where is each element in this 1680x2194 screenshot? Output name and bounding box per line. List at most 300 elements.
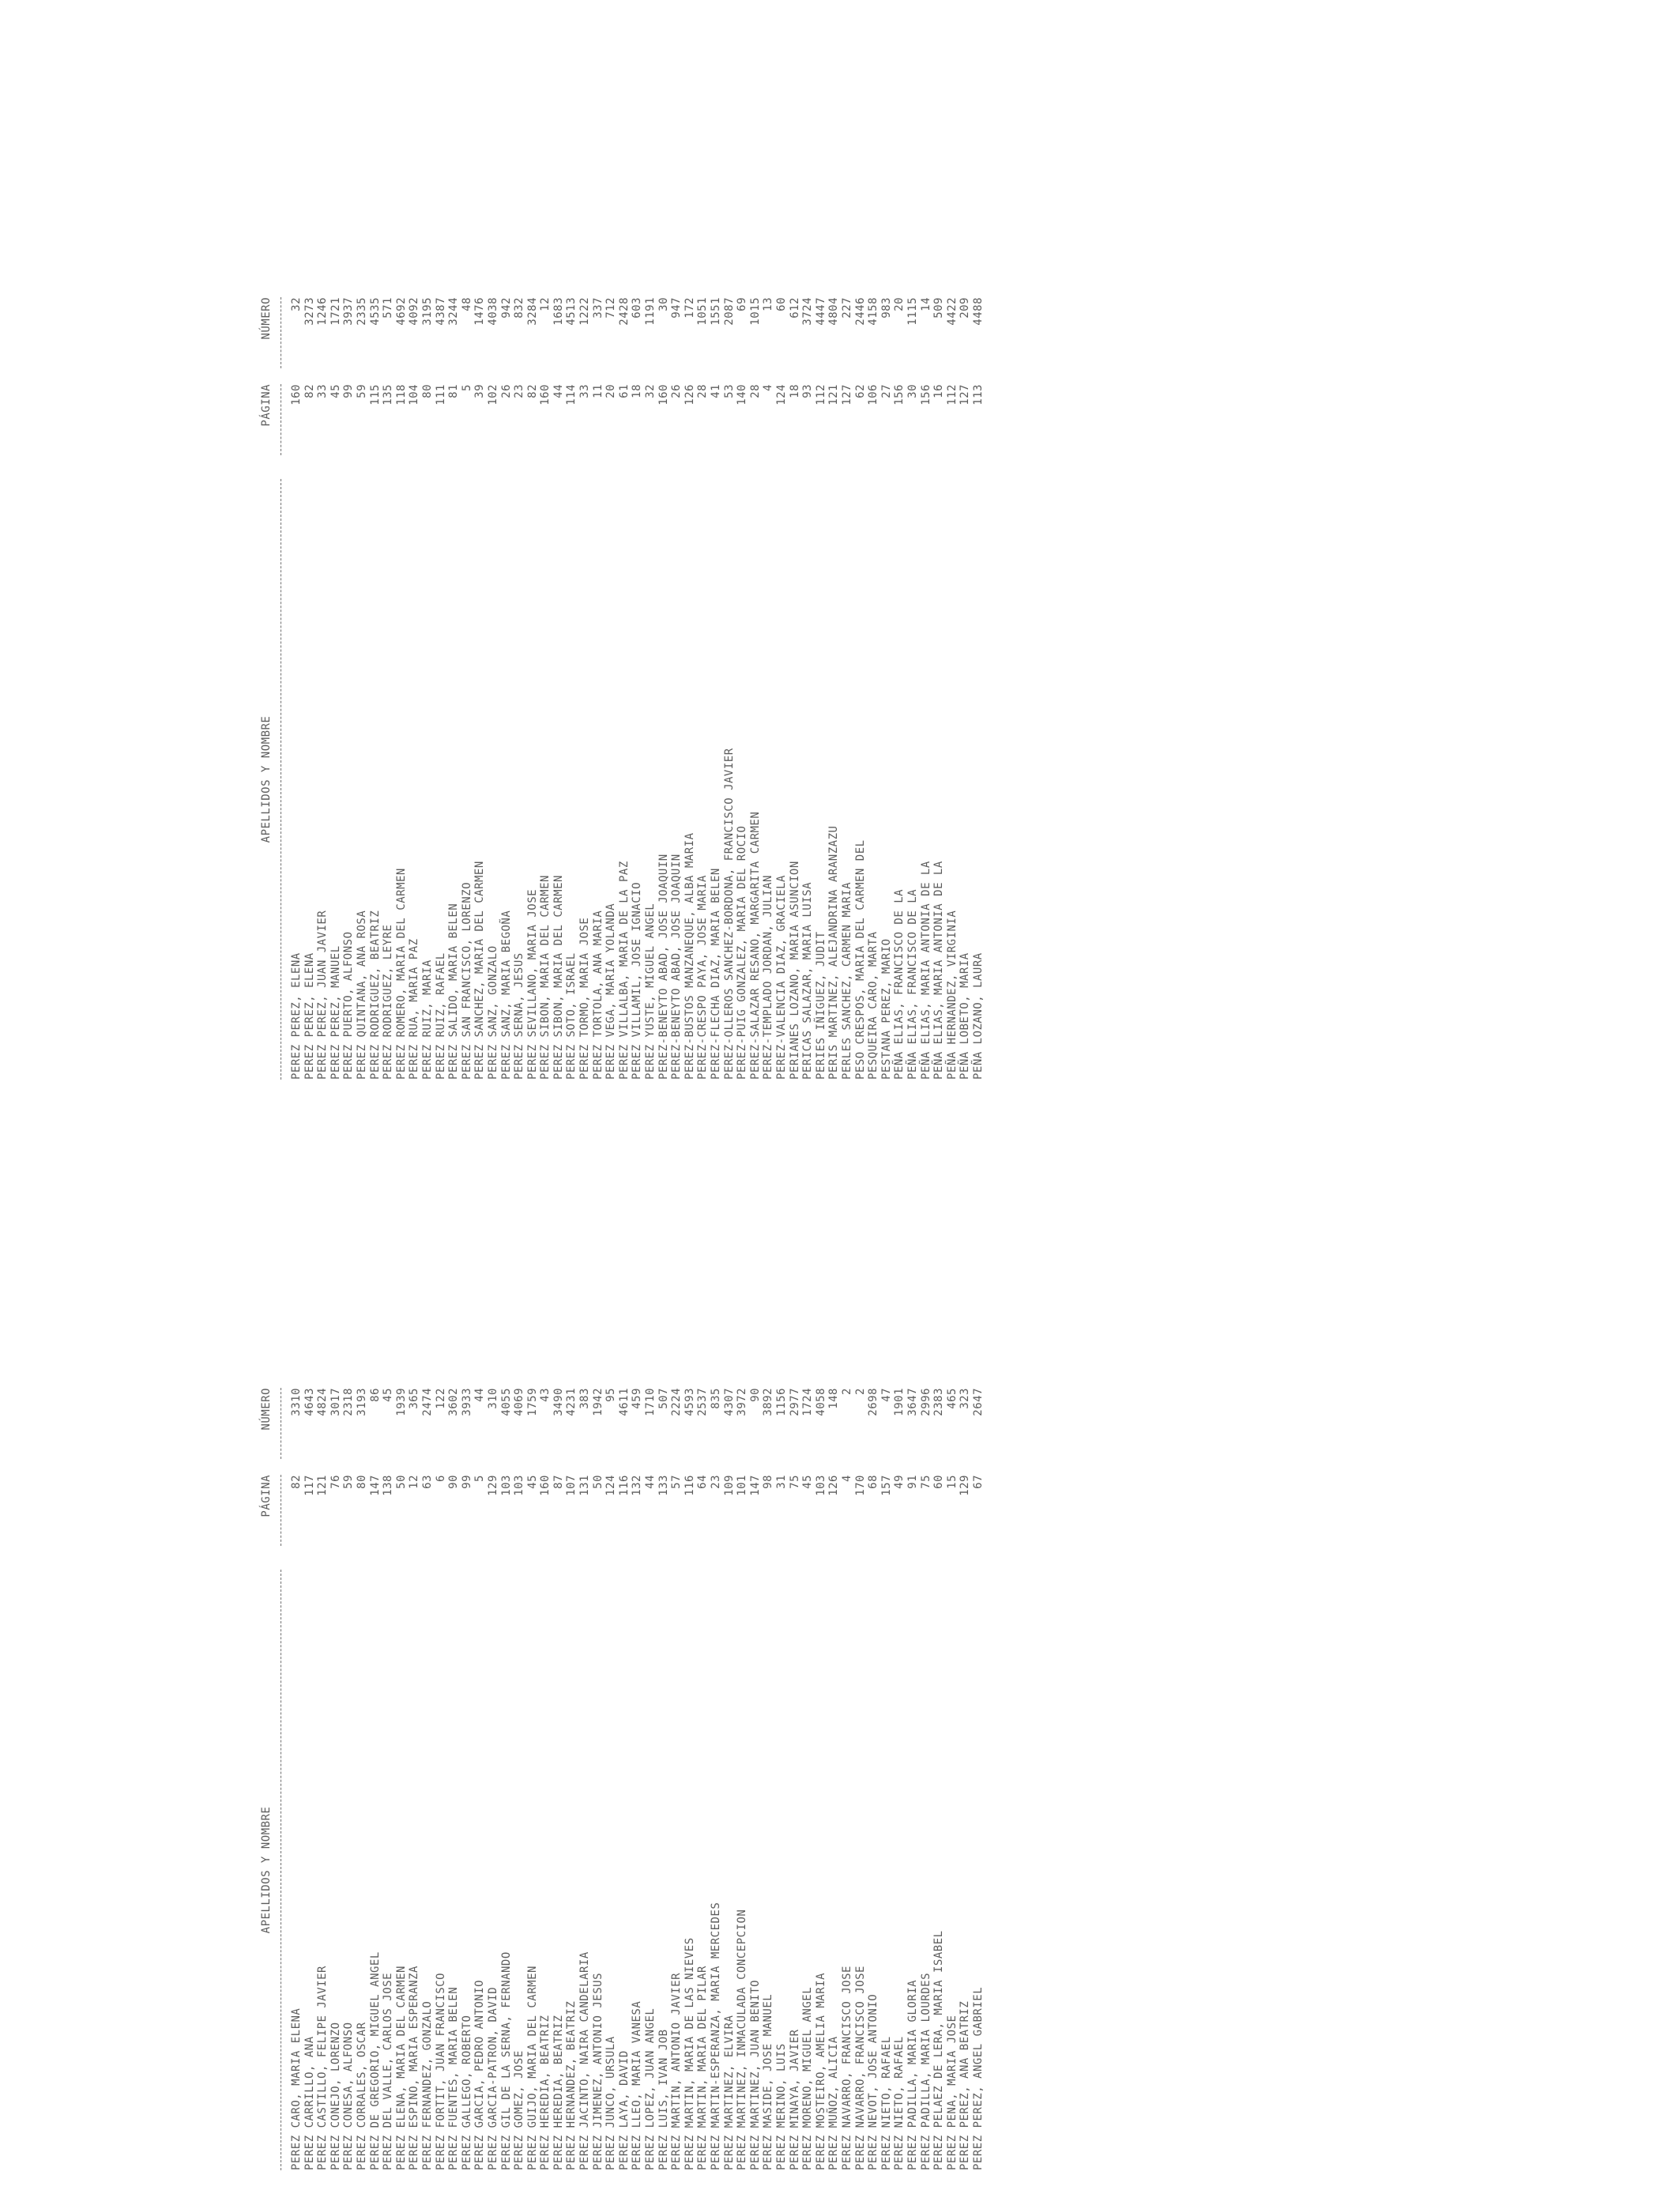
left-column [255,1119,1441,2170]
entry-name: PEREZ SEVILLANO, MARIA JOSE [525,888,539,1080]
table-row [696,1380,710,2170]
header-number: NÚMERO [260,1388,273,1431]
entry-number: 3933 [460,1388,473,1416]
entry-number: 1901 [893,1388,906,1416]
table-row [762,1380,775,2170]
entry-page: 124 [774,384,788,405]
entry-number: 2977 [788,1388,801,1416]
table-row [723,289,736,1080]
right-column [255,28,1441,1080]
table-row [408,289,421,1080]
entry-number: 712 [605,297,618,319]
entry-page: 103 [513,1475,526,1496]
entry-page: 45 [801,1475,815,1489]
entry-name: PEREZ PEREZ, JUAN JAVIER [316,910,330,1080]
table-row [710,1380,723,2170]
entry-page: 64 [696,1475,710,1489]
entry-name: PEREZ RODRIGUEZ, LEYRE [382,924,395,1080]
entry-page: 33 [316,384,330,398]
table-row [539,289,552,1080]
entry-number: 2335 [355,297,368,326]
entry-page: 131 [578,1475,592,1496]
table-row [920,289,933,1080]
header-page: PÁGINA [260,1475,273,1517]
entry-page: 87 [552,1475,565,1489]
table-row [618,289,631,1080]
entry-page: 118 [394,384,408,405]
entry-number: 2996 [919,1388,932,1416]
table-row [670,1380,684,2170]
entry-name: PEREZ HERNANDEZ, BEATRIZ [565,2000,578,2170]
entry-number: 4611 [617,1388,631,1416]
entry-number: 383 [578,1388,592,1409]
entry-name: PEREZ-OLLEROS SANCHEZ-BORDONA, FRANCISCO JAVIER [722,748,736,1080]
table-row [290,289,303,1080]
entry-number: 603 [631,297,644,319]
entry-page: 53 [722,384,736,398]
entry-page: 23 [513,384,526,398]
entry-name: PEREZ-PUIG GONZALEZ, MARIA DEL ROCIO [736,825,749,1080]
entry-number: 4593 [683,1388,696,1416]
entry-page: 20 [605,384,618,398]
table-row [408,1380,421,2170]
table-row [605,289,618,1080]
entry-number: 60 [774,297,788,311]
entry-number: 2087 [722,297,736,326]
entry-name: PEÑA ELIAS, FRANCISCO DE LA [893,888,906,1080]
entry-number: 3195 [420,297,434,326]
table-row [487,289,500,1080]
entry-number: 3284 [525,297,539,326]
entry-page: 129 [486,1475,499,1496]
entry-name: PEREZ JACINTO, NAIRA CANDELARIA [578,1951,592,2170]
table-row [920,1380,933,2170]
entry-page: 4 [762,384,775,391]
entry-name: PEREZ SALIDO, MARIA BELEN [447,903,461,1080]
entry-name: PEREZ SANCHEZ, MARIA DEL CARMEN [473,861,487,1080]
entry-name: PEREZ ROMERO, MARIA DEL CARMEN [394,868,408,1080]
entry-page: 93 [801,384,815,398]
entry-number: 86 [368,1388,382,1402]
entry-page: 32 [644,384,657,398]
entry-number: 44 [473,1388,487,1402]
entry-name: PEREZ NIETO, RAFAEL [893,2036,906,2170]
table-row [631,289,644,1080]
entry-page: 11 [591,384,605,398]
entry-number: 90 [748,1388,762,1402]
entry-name: PEREZ PEREZ, MANUEL [329,945,342,1080]
entry-number: 942 [499,297,513,319]
entry-page: 28 [696,384,710,398]
table-row [815,1380,828,2170]
table-row [959,1380,972,2170]
table-row [841,289,854,1080]
entry-page: 138 [382,1475,395,1496]
entry-name: PEREZ LLEO, MARIA VANESA [631,2000,644,2170]
entry-page: 68 [867,1475,880,1489]
entry-page: 126 [683,384,696,405]
entry-number: 47 [880,1388,893,1402]
table-row [395,1380,409,2170]
entry-name: PEREZ RUIZ, MARIA [420,959,434,1080]
table-row [827,289,841,1080]
entry-number: 4231 [565,1388,578,1416]
entry-name: PEREZ JUNCO, URSULA [605,2036,618,2170]
entry-number: 3017 [329,1388,342,1416]
entry-number: 3892 [762,1388,775,1416]
entry-page: 99 [342,384,356,398]
table-row [342,1380,356,2170]
table-row [854,1380,868,2170]
entry-number: 983 [880,297,893,319]
entry-page: 62 [853,384,867,398]
entry-page: 160 [290,384,303,405]
entry-page: 82 [303,384,316,398]
table-row [696,289,710,1080]
table-row [932,1380,946,2170]
left-header-row [255,1119,281,2170]
entry-number: 14 [919,297,932,311]
entry-page: 50 [591,1475,605,1489]
entry-number: 947 [670,297,684,319]
entry-name: PEREZ-CRESPO PAYA, JOSE MARIA [696,875,710,1080]
entry-name: PEREZ NAVARRO, FRANCISCO JOSE [853,1966,867,2170]
entry-name: PEREZ-TEMPLADO JORDAN, JULIAN [762,875,775,1080]
entry-number: 48 [460,297,473,311]
entry-name: PEREZ VILLAMIL, JOSE IGNACIO [631,881,644,1080]
table-row [644,1380,657,2170]
table-row [461,289,474,1080]
entry-page: 109 [722,1475,736,1496]
entry-page: 160 [657,384,670,405]
entry-page: 57 [670,1475,684,1489]
entry-page: 170 [853,1475,867,1496]
entry-name: PEREZ SERNA, JESUS [513,952,526,1080]
entry-page: 111 [434,384,447,405]
table-row [369,289,382,1080]
entry-page: 80 [420,384,434,398]
entry-name: PERIS MARTINEZ, ALEJANDRINA ARANZAZU [827,825,841,1080]
table-row [789,1380,802,2170]
table-row [330,1380,343,2170]
entry-number: 1939 [394,1388,408,1416]
rotated-index-sheet [255,0,1441,2194]
table-row [290,1380,303,2170]
entry-name: PEREZ ELENA, MARIA DEL CARMEN [394,1966,408,2170]
entry-number: 4422 [945,297,959,326]
entry-name: PEREZ GARCIA, PEDRO ANTONIO [473,1979,487,2170]
table-row [906,1380,920,2170]
table-row [447,289,461,1080]
table-row [906,289,920,1080]
table-row [605,1380,618,2170]
table-row [827,1380,841,2170]
entry-name: PEREZ SIBON, MARIA DEL CARMEN [539,875,552,1080]
entry-page: 107 [565,1475,578,1496]
entry-name: PEREZ CONEJO, LORENZO [329,2022,342,2170]
entry-page: 63 [420,1475,434,1489]
entry-number: 4804 [827,297,841,326]
entry-name: PEREZ-VALENCIA DIAZ, GRACIELA [774,875,788,1080]
entry-page: 124 [605,1475,618,1496]
table-row [303,1380,317,2170]
entry-page: 101 [736,1475,749,1496]
entry-number: 1721 [329,297,342,326]
entry-number: 43 [539,1388,552,1402]
table-row [631,1380,644,2170]
entry-name: PEREZ PUERTO, ALFONSO [342,931,356,1080]
entry-page: 44 [644,1475,657,1489]
entry-name: PEREZ SANZ, MARIA BEGOÑA [499,910,513,1080]
table-row [552,1380,566,2170]
entry-name: PERIES IÑIGUEZ, JUDIT [814,931,827,1080]
entry-name: PEÑA HERNANDEZ, VIRGINIA [945,910,959,1080]
table-row [736,289,749,1080]
entry-page: 61 [617,384,631,398]
entry-page: 114 [565,384,578,405]
entry-name: PEREZ LOPEZ, JUAN ANGEL [644,2007,657,2170]
entry-number: 2 [853,1388,867,1395]
table-row [867,289,880,1080]
entry-name: PEREZ PEREZ, ANA BEATRIZ [959,2000,972,2170]
entry-name: PEREZ RODRIGUEZ, BEATRIZ [368,910,382,1080]
entry-name: PEREZ DEL VALLE, CARLOS JOSE [382,1972,395,2170]
table-row [775,1380,789,2170]
entry-name: PEREZ QUINTANA, ANA ROSA [355,910,368,1080]
entry-number: 3490 [552,1388,565,1416]
table-row [592,1380,605,2170]
entry-number: 4513 [565,297,578,326]
entry-number: 1942 [591,1388,605,1416]
left-rows [290,1380,985,2170]
table-row [762,289,775,1080]
entry-page: 91 [906,1475,919,1489]
entry-page: 30 [906,384,919,398]
entry-page: 82 [525,384,539,398]
entry-page: 133 [657,1475,670,1496]
entry-name: PEREZ MARTINEZ, JUAN BENITO [748,1979,762,2170]
entry-name: PEREZ FORTIT, JUAN FRANCISCO [434,1972,447,2170]
entry-number: 1222 [578,297,592,326]
table-row [710,289,723,1080]
entry-page: 103 [499,1475,513,1496]
entry-number: 3724 [801,297,815,326]
table-row [395,289,409,1080]
entry-page: 147 [368,1475,382,1496]
table-row [435,1380,448,2170]
table-row [801,289,815,1080]
entry-number: 1156 [774,1388,788,1416]
entry-name: PEREZ MOSTEIRO, AMELIA MARIA [814,1972,827,2170]
entry-page: 12 [408,1475,421,1489]
entry-name: PEREZ-BENEYTO ABAD, JOSE JOAQUIN [657,854,670,1080]
table-row [657,289,671,1080]
entry-name: PEÑA LOZANO, LAURA [971,952,985,1080]
header-page: PÁGINA [260,384,273,427]
entry-name: PEREZ MARTIN, ANTONIO JAVIER [670,1972,684,2170]
table-row [487,1380,500,2170]
table-row [749,1380,763,2170]
entry-page: 106 [867,384,880,405]
entry-number: 4158 [867,297,880,326]
entry-name: PEREZ CASTILLO, FELIPE JAVIER [316,1966,330,2170]
table-row [461,1380,474,2170]
table-row [421,1380,435,2170]
entry-number: 69 [736,297,749,311]
entry-page: 160 [539,1475,552,1496]
entry-name: PEREZ-BENEYTO ABAD, JOSE JOAQUIN [670,854,684,1080]
entry-page: 31 [774,1475,788,1489]
table-row [526,1380,540,2170]
entry-number: 3602 [447,1388,461,1416]
entry-number: 3193 [355,1388,368,1416]
entry-page: 121 [316,1475,330,1496]
entry-page: 33 [578,384,592,398]
entry-number: 2647 [971,1388,985,1416]
table-row [932,289,946,1080]
entry-name: PEREZ MUÑOZ, ALICIA [827,2036,841,2170]
entry-name: PEREZ RUIZ, RAFAEL [434,952,447,1080]
table-row [421,289,435,1080]
entry-page: 49 [893,1475,906,1489]
entry-name: PEREZ PADILLA, MARIA GLORIA [906,1979,919,2170]
entry-page: 28 [748,384,762,398]
entry-page: 60 [932,1475,946,1489]
entry-page: 59 [342,1475,356,1489]
entry-name: PERICAS SALAZAR, MARIA LUISA [801,881,815,1080]
entry-number: 122 [434,1388,447,1409]
entry-page: 45 [525,1475,539,1489]
entry-page: 50 [394,1475,408,1489]
entry-name: PESO CRESPOS, MARIA DEL CARMEN DEL [853,839,867,1080]
entry-number: 4069 [513,1388,526,1416]
table-row [578,289,592,1080]
entry-name: PEREZ VILLALBA, MARIA DE LA PAZ [617,861,631,1080]
table-row [473,289,487,1080]
entry-page: 23 [710,1475,722,1489]
entry-number: 3273 [303,297,316,326]
table-row [880,1380,894,2170]
table-row [972,289,985,1080]
table-row [880,289,894,1080]
table-row [684,1380,697,2170]
entry-number: 365 [408,1388,421,1409]
entry-number: 835 [710,1388,722,1409]
entry-number: 832 [513,297,526,319]
entry-number: 1724 [801,1388,815,1416]
entry-page: 39 [473,384,487,398]
entry-name: PEREZ GARCIA-PATRON, DAVID [486,1986,499,2170]
entry-name: PEREZ GOMEZ, JOSE [513,2050,526,2170]
entry-name: PEREZ MARTIN-ESPERANZA, MARIA MERCEDES [710,1902,722,2170]
entry-number: 4643 [303,1388,316,1416]
table-row [893,1380,906,2170]
entry-name: PEREZ PEREZ, ELENA [303,952,316,1080]
entry-number: 4058 [814,1388,827,1416]
entry-number: 1759 [525,1388,539,1416]
entry-name: PEREZ MINAYA, JAVIER [788,2029,801,2170]
entry-name: PESQUEIRA CARO, MARTA [867,931,880,1080]
entry-page: 121 [827,384,841,405]
entry-name: PEREZ MASIDE, JOSE MANUEL [762,1993,775,2170]
entry-number: 2224 [670,1388,684,1416]
table-row [578,1380,592,2170]
entry-number: 1246 [316,297,330,326]
entry-name: PEREZ NIETO, RAFAEL [880,2036,893,2170]
right-rows [290,289,985,1080]
entry-name: PEREZ JIMENEZ, ANTONIO JESUS [591,1972,605,2170]
table-row [657,1380,671,2170]
entry-number: 310 [486,1388,499,1409]
entry-page: 5 [460,384,473,391]
table-row [592,289,605,1080]
entry-number: 4535 [368,297,382,326]
table-row [342,289,356,1080]
table-row [356,1380,369,2170]
entry-number: 337 [591,297,605,319]
entry-page: 112 [814,384,827,405]
entry-number: 2428 [617,297,631,326]
entry-number: 2537 [696,1388,710,1416]
entry-page: 129 [959,1475,972,1496]
entry-page: 112 [945,384,959,405]
header-number: NÚMERO [260,297,273,340]
table-row [303,289,317,1080]
entry-page: 41 [710,384,722,398]
entry-number: 3937 [342,297,356,326]
entry-number: 1551 [710,297,722,326]
table-row [644,289,657,1080]
table-row [369,1380,382,2170]
entry-page: 160 [539,384,552,405]
table-row [854,289,868,1080]
entry-number: 3244 [447,297,461,326]
entry-name: PEÑA ELIAS, MARIA ANTONIA DE LA [932,861,946,1080]
table-row [526,289,540,1080]
entry-number: 1015 [748,297,762,326]
entry-name: PEREZ-BUSTOS MANZANEQUE, ALBA MARIA [683,832,696,1080]
entry-number: 3972 [736,1388,749,1416]
table-row [513,289,526,1080]
table-row [946,289,959,1080]
entry-page: 132 [631,1475,644,1496]
entry-number: 1115 [906,297,919,326]
entry-name: PEREZ CARO, MARIA ELENA [290,2007,303,2170]
entry-page: 98 [762,1475,775,1489]
entry-name: PEREZ NEVOT, JOSE ANTONIO [867,1993,880,2170]
table-row [447,1380,461,2170]
entry-number: 2446 [853,297,867,326]
entry-number: 509 [932,297,946,319]
entry-page: 99 [460,1475,473,1489]
table-row [513,1380,526,2170]
entry-number: 4055 [499,1388,513,1416]
entry-number: 459 [631,1388,644,1409]
entry-number: 1476 [473,297,487,326]
entry-number: 30 [657,297,670,311]
table-row [893,289,906,1080]
entry-name: PEREZ SAN FRANCISCO, LORENZO [460,881,473,1080]
entry-name: PEREZ GIL DE LA SERNA, FERNANDO [499,1951,513,2170]
table-row [565,1380,578,2170]
table-row [749,289,763,1080]
entry-name: PEREZ CONESA, ALFONSO [342,2022,356,2170]
entry-name: PEREZ LUIS, IVAN JOB [657,2029,670,2170]
entry-number: 45 [382,1388,395,1402]
entry-number: 2698 [867,1388,880,1416]
entry-number: 4038 [486,297,499,326]
right-header-row [255,28,281,1080]
